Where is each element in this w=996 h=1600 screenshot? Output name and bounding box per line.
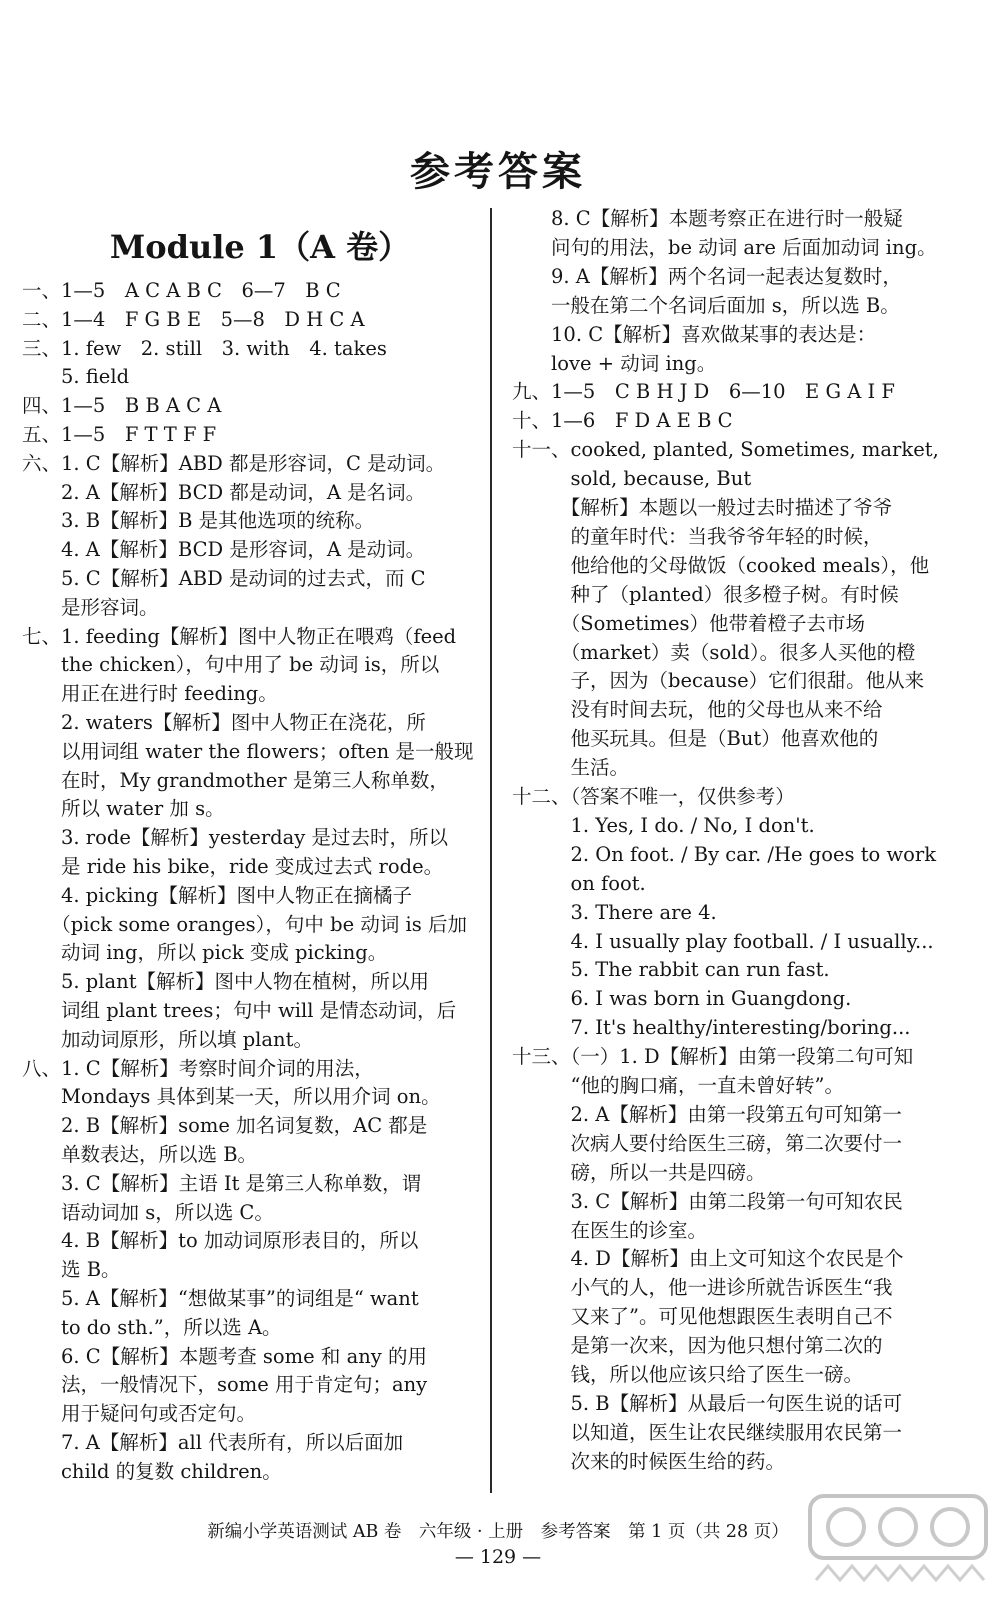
answer-line: 3. rode【解析】yesterday 是过去时，所以 bbox=[22, 826, 448, 850]
answer-line: 7. A【解析】all 代表所有，所以后面加 bbox=[22, 1431, 404, 1454]
answer-line: 2. On foot. / By car. /He goes to work bbox=[512, 842, 937, 866]
answer-line: 4. picking【解析】图中人物正在摘橘子 bbox=[22, 883, 413, 907]
answer-line: 是第一次来，因为他只想付第二次的 bbox=[512, 1334, 883, 1358]
answer-line: 又来了”。可见他想跟医生表明自己不 bbox=[512, 1305, 893, 1329]
answer-line: 2. A【解析】由第一段第五句可知第一 bbox=[512, 1102, 902, 1126]
answer-line: 十一、cooked, planted, Sometimes, market, bbox=[512, 438, 939, 462]
answer-line: 二、1—4 F G B E 5—8 D H C A bbox=[22, 307, 365, 331]
answer-line: 生活。 bbox=[512, 756, 630, 780]
answer-line: 单数表达，所以选 B。 bbox=[22, 1143, 258, 1166]
answer-line: 五、1—5 F T T F F bbox=[22, 423, 217, 446]
answer-line: 种了（planted）很多橙子树。有时候 bbox=[512, 582, 899, 606]
answer-line: 十二、（答案不唯一，仅供参考） bbox=[512, 785, 795, 808]
answer-line: 9. A【解析】两个名词一起表达复数时， bbox=[512, 264, 902, 288]
answer-line: 1. Yes, I do. / No, I don't. bbox=[512, 813, 815, 837]
answer-line: child 的复数 children。 bbox=[22, 1459, 282, 1483]
answer-line: 的童年时代：当我爷爷年轻的时候， bbox=[512, 524, 883, 548]
answer-line: 没有时间去玩，他的父母也从来不给 bbox=[512, 698, 883, 722]
answer-line: “他的胸口痛，一直未曾好转”。 bbox=[512, 1074, 844, 1097]
answer-line: 六、1. C【解析】ABD 都是形容词，C 是动词。 bbox=[22, 451, 446, 475]
answer-line: 动词 ing，所以 pick 变成 picking。 bbox=[22, 941, 388, 965]
answer-line: 【解析】本题以一般过去时描述了爷爷 bbox=[512, 496, 893, 519]
answer-line: Mondays 具体到某一天，所以用介词 on。 bbox=[22, 1085, 441, 1109]
answer-line: 4. B【解析】to 加动词原形表目的，所以 bbox=[22, 1229, 419, 1253]
answer-line: 用正在进行时 feeding。 bbox=[22, 682, 278, 706]
answer-line: 4. D【解析】由上文可知这个农民是个 bbox=[512, 1247, 904, 1271]
answer-line: 4. I usually play football. / I usually... bbox=[512, 929, 934, 953]
answer-line: 是 ride his bike，ride 变成过去式 rode。 bbox=[22, 855, 444, 878]
answer-line: 选 B。 bbox=[22, 1258, 121, 1282]
answer-line: on foot. bbox=[512, 871, 646, 895]
answer-line: 10. C【解析】喜欢做某事的表达是： bbox=[512, 322, 877, 346]
answer-line: 3. C【解析】主语 It 是第三人称单数，谓 bbox=[22, 1171, 422, 1195]
answer-line: 所以 water 加 s。 bbox=[22, 797, 225, 821]
answer-line: 2. waters【解析】图中人物正在浇花，所 bbox=[22, 711, 426, 734]
answer-line: （pick some oranges），句中 be 动词 is 后加 bbox=[22, 912, 467, 936]
answer-line: 十、1—6 F D A E B C bbox=[512, 409, 733, 433]
answer-line: 2. A【解析】BCD 都是动词，A 是名词。 bbox=[22, 480, 426, 504]
answer-line: 8. C【解析】本题考察正在进行时一般疑 bbox=[512, 207, 903, 230]
answer-line: 子，因为（because）它们很甜。他从来 bbox=[512, 669, 925, 693]
module-title: Module 1（A 卷） bbox=[109, 228, 411, 266]
answer-line: 4. A【解析】BCD 是形容词，A 是动词。 bbox=[22, 538, 426, 562]
answer-line: 七、1. feeding【解析】图中人物正在喂鸡（feed bbox=[22, 624, 457, 648]
answer-line: 十三、（一）1. D【解析】由第一段第二句可知 bbox=[512, 1045, 914, 1069]
answer-line: 问句的用法，be 动词 are 后面加动词 ing。 bbox=[512, 235, 937, 259]
answer-line: 在时，My grandmother 是第三人称单数， bbox=[22, 768, 449, 792]
answer-line: 加动词原形，所以填 plant。 bbox=[22, 1027, 313, 1051]
answer-line: 法，一般情况下，some 用于肯定句；any bbox=[22, 1373, 428, 1397]
answer-line: 他买玩具。但是（But）他喜欢他的 bbox=[512, 727, 879, 751]
answer-line: （market）卖（sold）。很多人买他的橙 bbox=[512, 640, 916, 664]
answer-line: 以知道，医生让农民继续服用农民第一 bbox=[512, 1420, 903, 1444]
answer-line: love + 动词 ing。 bbox=[512, 351, 717, 375]
answer-line: 语动词加 s，所以选 C。 bbox=[22, 1200, 274, 1224]
answer-line: 是形容词。 bbox=[22, 595, 159, 619]
answer-line: sold, because, But bbox=[512, 467, 752, 491]
answer-line: 5. A【解析】“想做某事”的词组是“ want bbox=[22, 1287, 419, 1310]
answer-line: 次病人要付给医生三磅，第二次要付一 bbox=[512, 1131, 903, 1155]
answer-line: 用于疑问句或否定句。 bbox=[22, 1402, 257, 1426]
page-number: — 129 — bbox=[454, 1546, 542, 1568]
answer-line: 7. It's healthy/interesting/boring... bbox=[512, 1016, 911, 1040]
column-divider bbox=[490, 208, 492, 1493]
page-title: 参考答案 bbox=[410, 148, 586, 195]
watermark-logo-icon bbox=[806, 1488, 990, 1594]
answer-line: 6. C【解析】本题考查 some 和 any 的用 bbox=[22, 1344, 427, 1368]
answer-line: 一般在第二个名词后面加 s，所以选 B。 bbox=[512, 293, 900, 317]
answer-line: 3. C【解析】由第二段第一句可知农民 bbox=[512, 1189, 903, 1213]
answer-line: 九、1—5 C B H J D 6—10 E G A I F bbox=[512, 380, 895, 404]
answer-line: 钱，所以他应该只给了医生一磅。 bbox=[512, 1363, 864, 1386]
answer-line: 在医生的诊室。 bbox=[512, 1218, 708, 1242]
answer-line: （Sometimes）他带着橙子去市场 bbox=[512, 611, 865, 635]
answer-line: 5. plant【解析】图中人物在植树，所以用 bbox=[22, 970, 430, 994]
answer-line: 3. There are 4. bbox=[512, 900, 717, 924]
answer-line: 三、1. few 2. still 3. with 4. takes bbox=[22, 336, 387, 360]
answer-line: 他给他的父母做饭（cooked meals），他 bbox=[512, 553, 930, 577]
answer-line: 5. field bbox=[22, 365, 130, 389]
answer-line: 次来的时候医生给的药。 bbox=[512, 1449, 786, 1473]
answer-line: 小气的人，他一进诊所就告诉医生“我 bbox=[512, 1276, 893, 1300]
answer-line: 5. C【解析】ABD 是动词的过去式，而 C bbox=[22, 567, 426, 590]
answer-line: 5. The rabbit can run fast. bbox=[512, 958, 830, 982]
answer-line: 一、1—5 A C A B C 6—7 B C bbox=[22, 279, 341, 302]
answer-line: 2. B【解析】some 加名词复数，AC 都是 bbox=[22, 1114, 428, 1138]
footer-text: 新编小学英语测试 AB 卷 六年级 · 上册 参考答案 第 1 页（共 28 页） bbox=[207, 1522, 789, 1542]
answer-line: 八、1. C【解析】考察时间介词的用法， bbox=[22, 1056, 374, 1080]
answer-line: 磅，所以一共是四磅。 bbox=[512, 1160, 766, 1184]
answer-line: 以用词组 water the flowers；often 是一般现 bbox=[22, 739, 474, 763]
answer-line: the chicken），句中用了 be 动词 is，所以 bbox=[22, 653, 440, 677]
answer-line: 6. I was born in Guangdong. bbox=[512, 987, 852, 1011]
answer-line: 词组 plant trees；句中 will 是情态动词，后 bbox=[22, 999, 457, 1022]
answer-line: 5. B【解析】从最后一句医生说的话可 bbox=[512, 1391, 903, 1415]
answer-line: 四、1—5 B B A C A bbox=[22, 394, 222, 418]
answer-line: 3. B【解析】B 是其他选项的统称。 bbox=[22, 509, 375, 533]
answer-line: to do sth.”，所以选 A。 bbox=[22, 1315, 282, 1339]
